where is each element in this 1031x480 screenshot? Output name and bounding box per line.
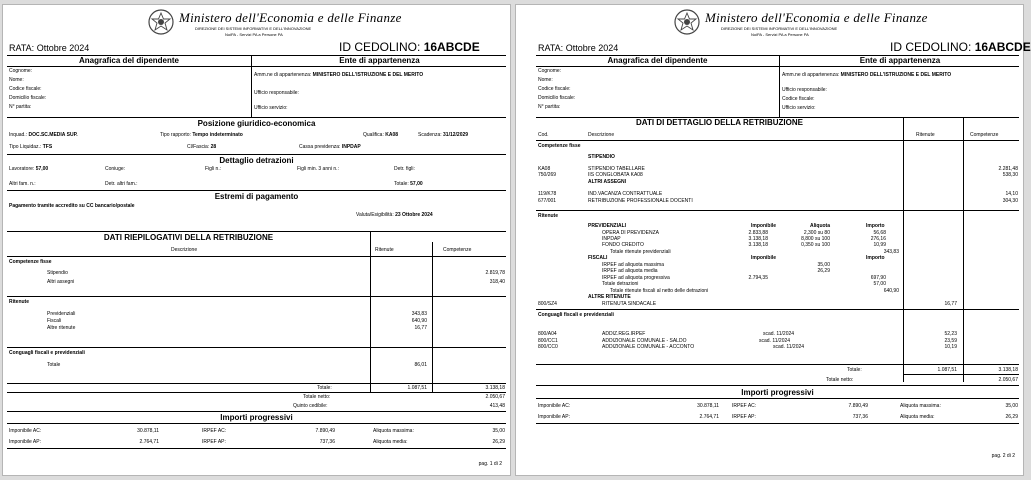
sub-stipendio: STIPENDIO [588,154,615,160]
posizione-title: Posizione giuridico-economica [197,119,316,128]
fisc-descr: IRPEF ad aliquota massima [602,262,664,268]
progressivi-title: Importi progressivi [741,388,814,397]
sec-competenze-fisse: Competenze fisse [538,143,581,149]
h-importo: Importo [866,223,885,229]
rata-label: RATA: Ottobre 2024 [538,43,619,53]
col-descrizione: Descrizione [588,132,615,138]
detr-figli-n: Figli n.: [205,166,222,172]
riep-conguagli-totale: Totale [47,362,61,368]
row-ritenute: 16,77 [944,301,957,307]
riep-netto-label: Totale netto: [303,394,331,400]
prev-imponibile: 3.138,18 [748,236,768,242]
ente-title: Ente di appartenenza [339,56,420,65]
detr-totale: Totale: 57,00 [394,181,423,187]
codice-fiscale-label: Codice fiscale: [538,86,571,92]
cassa-previdenza: Cassa previdenza: INPDAP [299,144,361,150]
prog-imp-ap-label: Imponibile AP: [9,439,41,445]
fisc-aliquota: 35,00 [817,262,830,268]
h-importo-fisc: Importo [866,255,885,261]
prog-irpef-ap-val: 737,36 [852,414,868,420]
qualifica: Qualifica: KA08 [363,132,399,138]
cong-scad: scad. 11/2024 [759,338,791,344]
detr-altri-fam: Detr. altri fam.: [105,181,138,187]
prev-descr: OPERA DI PREVIDENZA [602,230,659,236]
row-cod: 677/001 [538,198,557,204]
cong-val: 23,59 [944,338,957,344]
col-ritenute: Ritenute [375,247,394,253]
prog-imp-ac-label: Imponibile AC: [538,403,571,409]
h-aliquota: Aliquota [810,223,830,229]
inquadramento: Inquad.: DOC.SC.MEDIA SUP. [9,132,78,138]
row-competenze: 2.281,48 [998,166,1018,172]
prog-irpef-ac-val: 7.890,49 [848,403,868,409]
sec-ritenute: Ritenute [538,213,558,219]
sub-altre-ritenute: ALTRE RITENUTE [588,294,631,300]
prev-aliquota: 2,300 su 80 [803,230,830,236]
detr-altri-fam-n: Altri fam. n.: [9,181,36,187]
prog-imp-ac-label: Imponibile AC: [9,428,42,434]
ministry-department: DIREZIONE DEI SISTEMI INFORMATIVI E DELL'INNOVAZIONE [195,26,312,31]
prev-descr: INPDAP [602,236,621,242]
fisc-descr: IRPEF ad aliquota media [602,268,658,274]
riep-stipendio: Stipendio [47,270,68,276]
h-imponibile: Imponibile [751,223,776,229]
cong-val: 10,19 [944,344,957,350]
ente-title: Ente di appartenenza [859,56,941,65]
cong-cod: 800/CC0 [538,344,558,350]
republic-emblem-icon [674,9,700,40]
riep-altri-assegni-val: 318,40 [489,279,505,285]
partita-label: N° partita: [9,104,32,110]
prev-importo: 56,68 [873,230,886,236]
tot-fiscali-val: 640,90 [883,288,899,294]
partita-label: N° partita: [538,104,561,110]
amm-appartenenza: Amm.ne di appartenenza: MINISTERO DELL'ISTRUZIONE E DEL MERITO [254,72,424,78]
riep-quinto-label: Quinto cedibile: [293,403,328,409]
ministry-service: NoiPA - Servizi PA a Persone PA [751,32,809,37]
prev-descr: FONDO CREDITO [602,242,644,248]
prog-aliq-max-val: 35,00 [1005,403,1018,409]
col-ritenute: Ritenute [916,132,935,138]
detr-figli-min: Figli min. 3 anni n.: [297,166,339,172]
riep-stipendio-val: 2.819,78 [485,270,505,276]
row-descr: RETRIBUZIONE PROFESSIONALE DOCENTI [588,198,693,204]
estremi-title: Estremi di pagamento [214,192,299,201]
anagrafica-title: Anagrafica del dipendente [78,56,180,65]
sec-competenze-fisse: Competenze fisse [9,259,52,265]
prog-aliq-media-label: Aliquota media: [373,439,408,445]
ministry-title: Ministero dell'Economia e delle Finanze [705,10,928,25]
fisc-imponibile: 2.794,35 [748,275,768,281]
cedolino-id: ID CEDOLINO: 16ABCDE [890,40,1031,54]
sub-altri-assegni: ALTRI ASSEGNI [588,179,627,185]
row-cod: 800/SZ4 [538,301,557,307]
prog-aliq-max-label: Aliquota massima: [373,428,414,434]
ufficio-servizio-label: Ufficio servizio: [254,105,288,111]
riep-fiscali: Fiscali [47,318,62,324]
prog-imp-ap-val: 2.764,71 [699,414,719,420]
cong-scad: scad. 11/2024 [773,344,805,350]
row-descr: STIPENDIO TABELLARE [588,166,645,172]
cong-descr: ADDIZ.REG.IRPEF [602,331,646,337]
payslip-page-1 [2,4,511,476]
det-totale-competenze: 3.138,18 [998,367,1018,373]
col-cod: Cod. [538,132,549,138]
ministry-title: Ministero dell'Economia e delle Finanze [179,10,402,25]
dettaglio-title: DATI DI DETTAGLIO DELLA RETRIBUZIONE [636,118,803,127]
page-number: pag. 1 di 2 [478,461,502,467]
fisc-descr: IRPEF ad aliquota progressiva [602,275,670,281]
cong-cod: 800/CC1 [538,338,558,344]
col-competenze: Competenze [443,247,472,253]
riep-previdenziali-val: 343,83 [411,311,427,317]
domicilio-label: Domicilio fiscale: [538,95,576,101]
prev-imponibile: 3.138,18 [748,242,768,248]
prog-aliq-media-val: 26,29 [1005,414,1018,420]
prog-aliq-media-val: 26,29 [492,439,505,445]
detr-figli: Detr. figli: [394,166,415,172]
sec-conguagli: Conguagli fiscali e previdenziali [538,312,614,318]
riep-totale-competenze: 3.138,18 [485,385,505,391]
det-totale-ritenute: 1.087,51 [937,367,957,373]
row-competenze: 304,30 [1002,198,1018,204]
fisc-aliquota: 26,29 [817,268,830,274]
valuta-esigibilita: Valuta/Esigibilità: 23 Ottobre 2024 [356,212,433,218]
row-descr: IND.VACANZA CONTRATTUALE [588,191,663,197]
codice-fiscale-label: Codice fiscale: [9,86,42,92]
prog-irpef-ap-val: 737,36 [319,439,335,445]
nome-label: Nome: [9,77,24,83]
nome-label: Nome: [538,77,553,83]
tipo-rapporto: Tipo rapporto: Tempo indeterminato [160,132,243,138]
progressivi-title: Importi progressivi [220,413,293,422]
prog-aliq-max-val: 35,00 [492,428,505,434]
riep-altre: Altre ritenute [47,325,76,331]
fisc-importo: 697,90 [870,275,886,281]
row-descr: IIS CONGLOBATA KA08 [588,172,643,178]
page-number: pag. 2 di 2 [991,453,1015,459]
tipo-liquidazione: Tipo Liquidaz.: TFS [9,144,53,150]
anagrafica-title: Anagrafica del dipendente [607,56,708,65]
row-competenze: 538,30 [1002,172,1018,178]
row-cod: KA08 [538,166,551,172]
col-competenze: Competenze [970,132,999,138]
cong-descr: ADDIZIONALE COMUNALE - SALDO [602,338,687,344]
prev-imponibile: 2.833,88 [748,230,768,236]
tot-detrazioni: Totale detrazioni [602,281,639,287]
republic-emblem-icon [148,9,174,40]
riepilogo-title: DATI RIEPILOGATIVI DELLA RETRIBUZIONE [103,233,274,242]
prev-importo: 276,16 [870,236,886,242]
classe-fascia: Cl/Fascia: 28 [187,144,217,150]
row-descr: RITENUTA SINDACALE [602,301,657,307]
riep-netto-val: 2.050,67 [485,394,505,400]
scadenza: Scadenza: 31/12/2029 [418,132,469,138]
ente-codice-fiscale-label: Codice fiscale: [782,96,815,102]
payslip-page-2 [515,4,1031,476]
riep-conguagli-val: 86,01 [414,362,427,368]
cong-cod: 800/A04 [538,331,557,337]
prog-irpef-ap-label: IRPEF AP: [732,414,756,420]
sec-ritenute: Ritenute [9,299,29,305]
detr-coniuge: Coniuge: [105,166,126,172]
riep-previdenziali: Previdenziali [47,311,76,317]
cong-scad: scad. 11/2024 [763,331,795,337]
tot-previdenziali: Totale ritenute previdenziali [610,249,671,255]
prog-imp-ap-label: Imponibile AP: [538,414,570,420]
prog-irpef-ac-label: IRPEF AC: [732,403,757,409]
prog-imp-ac-val: 30.878,11 [697,403,719,409]
riep-totale-ritenute: 1.087,51 [407,385,427,391]
amm-appartenenza: Amm.ne di appartenenza: MINISTERO DELL'ISTRUZIONE E DEL MERITO [782,72,952,78]
det-totale-label: Totale: [847,367,862,373]
riep-altre-val: 16,77 [414,325,427,331]
sec-conguagli: Conguagli fiscali e previdenziali [9,350,85,356]
prev-importo: 10,99 [873,242,886,248]
sub-previdenziali: PREVIDENZIALI [588,223,627,229]
prog-imp-ac-val: 30.878,11 [137,428,159,434]
ufficio-responsabile-label: Ufficio responsabile: [254,90,299,96]
det-netto-val: 2.050,67 [998,377,1018,383]
riep-altri-assegni: Altri assegni [47,279,75,285]
prog-aliq-max-label: Aliquota massima: [900,403,941,409]
ministry-service: NoiPA - Servizi PA a Persone PA [225,32,283,37]
col-descrizione: Descrizione [171,247,198,253]
riep-totale-label: Totale: [317,385,332,391]
pagamento-mode: Pagamento tramite accredito su CC bancario/postale [9,203,135,209]
tot-fiscali: Totale ritenute fiscali al netto delle detrazioni [610,288,709,294]
row-cod: 119/K78 [538,191,557,197]
row-competenze: 14,10 [1005,191,1018,197]
sub-fiscali: FISCALI [588,255,608,261]
prev-aliquota: 0,350 su 100 [801,242,830,248]
rata-label: RATA: Ottobre 2024 [9,43,90,53]
tot-previdenziali-val: 343,83 [883,249,899,255]
riep-quinto-val: 413,48 [489,403,505,409]
riep-fiscali-val: 640,90 [411,318,427,324]
cong-descr: ADDIZIONALE COMUNALE - ACCONTO [602,344,695,350]
prog-irpef-ap-label: IRPEF AP: [202,439,226,445]
h-imponibile-fisc: Imponibile [751,255,776,261]
cong-val: 52,23 [944,331,957,337]
prog-imp-ap-val: 2.764,71 [139,439,159,445]
cognome-label: Cognome: [9,68,33,74]
cognome-label: Cognome: [538,68,562,74]
ufficio-responsabile-label: Ufficio responsabile: [782,87,827,93]
tot-detrazioni-val: 57,00 [873,281,886,287]
domicilio-label: Domicilio fiscale: [9,95,47,101]
prog-aliq-media-label: Aliquota media: [900,414,935,420]
prog-irpef-ac-val: 7.890,49 [315,428,335,434]
detrazioni-title: Dettaglio detrazioni [219,156,294,165]
det-netto-label: Totale netto: [826,377,854,383]
prev-aliquota: 8,800 su 100 [801,236,830,242]
cedolino-id: ID CEDOLINO: 16ABCDE [339,40,480,54]
row-cod: 750/269 [538,172,557,178]
detr-lavoratore: Lavoratore: 57,00 [9,166,49,172]
ministry-department: DIREZIONE DEI SISTEMI INFORMATIVI E DELL'INNOVAZIONE [721,26,838,31]
ufficio-servizio-label: Ufficio servizio: [782,105,816,111]
prog-irpef-ac-label: IRPEF AC: [202,428,227,434]
